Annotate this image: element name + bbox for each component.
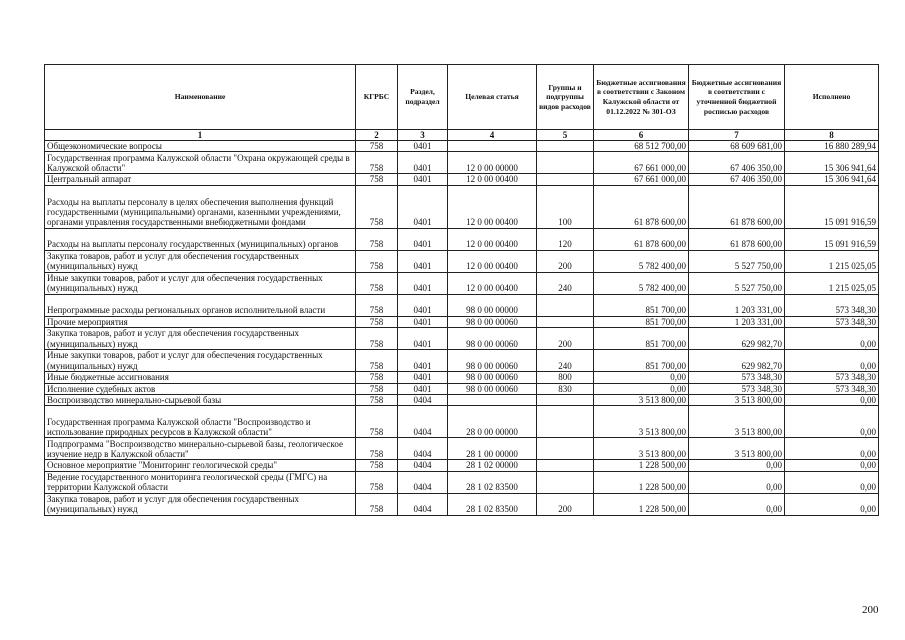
row-section: 0401 (398, 228, 448, 250)
row-expense-group: 100 (537, 185, 594, 228)
table-row (45, 228, 879, 250)
row-target-article: 98 0 00 00060 (448, 316, 537, 327)
row-name: Воспроизводство минерально-сырьевой базы (45, 395, 356, 406)
row-executed: 0,00 (785, 493, 879, 515)
row-expense-group: 830 (537, 383, 594, 394)
row-refined-allocation: 61 878 600,00 (689, 228, 785, 250)
row-expense-group (537, 152, 594, 174)
row-target-article: 28 1 02 00000 (448, 460, 537, 471)
row-target-article (448, 141, 537, 152)
row-executed: 573 348,30 (785, 372, 879, 383)
row-executed: 15 306 941,64 (785, 152, 879, 174)
column-number: 4 (448, 130, 537, 141)
row-kgrbs: 758 (356, 250, 398, 272)
row-refined-allocation: 1 203 331,00 (689, 294, 785, 316)
row-refined-allocation: 0,00 (689, 460, 785, 471)
row-executed: 573 348,30 (785, 316, 879, 327)
row-name: Основное мероприятие "Мониторинг геологической среды" (45, 460, 356, 471)
table-row (45, 350, 879, 372)
row-section: 0401 (398, 383, 448, 394)
row-law-allocation: 851 700,00 (594, 316, 689, 327)
row-law-allocation: 851 700,00 (594, 328, 689, 350)
row-expense-group (537, 294, 594, 316)
row-name: Расходы на выплаты персоналу в целях обеспечения выполнения функций государственными (муниципальными) органами, казенными учреждениями, органами управления государственными внебюджетными фондами (45, 185, 356, 228)
row-law-allocation: 67 661 000,00 (594, 174, 689, 185)
table-row (45, 174, 879, 185)
row-kgrbs: 758 (356, 471, 398, 493)
row-executed: 0,00 (785, 350, 879, 372)
row-refined-allocation: 1 203 331,00 (689, 316, 785, 327)
row-section: 0404 (398, 395, 448, 406)
row-name: Закупка товаров, работ и услуг для обеспечения государственных (муниципальных) нужд (45, 328, 356, 350)
row-law-allocation: 0,00 (594, 383, 689, 394)
row-expense-group: 800 (537, 372, 594, 383)
row-refined-allocation: 573 348,30 (689, 383, 785, 394)
column-number: 7 (689, 130, 785, 141)
table-row (45, 438, 879, 460)
row-target-article: 98 0 00 00000 (448, 294, 537, 316)
table-row (45, 250, 879, 272)
row-kgrbs: 758 (356, 438, 398, 460)
row-target-article: 12 0 00 00400 (448, 174, 537, 185)
row-law-allocation: 851 700,00 (594, 294, 689, 316)
row-expense-group (537, 141, 594, 152)
row-target-article: 98 0 00 00060 (448, 328, 537, 350)
column-number: 5 (537, 130, 594, 141)
row-refined-allocation: 3 513 800,00 (689, 406, 785, 438)
row-section: 0401 (398, 328, 448, 350)
row-section: 0401 (398, 174, 448, 185)
row-law-allocation: 1 228 500,00 (594, 471, 689, 493)
column-number: 8 (785, 130, 879, 141)
row-target-article: 12 0 00 00400 (448, 185, 537, 228)
row-executed: 16 880 289,94 (785, 141, 879, 152)
row-section: 0401 (398, 350, 448, 372)
row-refined-allocation: 61 878 600,00 (689, 185, 785, 228)
row-section: 0401 (398, 294, 448, 316)
row-name: Иные закупки товаров, работ и услуг для обеспечения государственных (муниципальных) нужд (45, 272, 356, 294)
row-expense-group (537, 438, 594, 460)
row-target-article (448, 395, 537, 406)
row-name: Ведение государственного мониторинга геологической среды (ГМГС) на территории Калужской области (45, 471, 356, 493)
table-row (45, 328, 879, 350)
row-executed: 0,00 (785, 438, 879, 460)
table-row (45, 493, 879, 515)
row-name: Подпрограмма "Воспроизводство минерально-сырьевой базы, геологическое изучение недр в Калужской области" (45, 438, 356, 460)
row-law-allocation: 1 228 500,00 (594, 493, 689, 515)
row-kgrbs: 758 (356, 328, 398, 350)
row-law-allocation: 3 513 800,00 (594, 406, 689, 438)
table-row (45, 395, 879, 406)
page-number: 200 (862, 604, 879, 616)
row-expense-group (537, 174, 594, 185)
row-expense-group: 120 (537, 228, 594, 250)
row-section: 0401 (398, 316, 448, 327)
row-refined-allocation: 629 982,70 (689, 350, 785, 372)
row-executed: 0,00 (785, 471, 879, 493)
row-kgrbs: 758 (356, 493, 398, 515)
row-name: Иные бюджетные ассигнования (45, 372, 356, 383)
row-name: Закупка товаров, работ и услуг для обеспечения государственных (муниципальных) нужд (45, 493, 356, 515)
table-row (45, 185, 879, 228)
row-section: 0404 (398, 406, 448, 438)
row-law-allocation: 0,00 (594, 372, 689, 383)
table-row (45, 383, 879, 394)
row-section: 0404 (398, 471, 448, 493)
row-executed: 573 348,30 (785, 383, 879, 394)
row-section: 0401 (398, 372, 448, 383)
row-target-article: 98 0 00 00060 (448, 372, 537, 383)
header-kgrbs: КГРБС (356, 65, 398, 130)
row-target-article: 12 0 00 00400 (448, 228, 537, 250)
row-expense-group (537, 460, 594, 471)
row-refined-allocation: 67 406 350,00 (689, 174, 785, 185)
row-section: 0401 (398, 272, 448, 294)
budget-table (44, 64, 879, 516)
table-header-row (45, 65, 879, 130)
row-name: Иные закупки товаров, работ и услуг для обеспечения государственных (муниципальных) нужд (45, 350, 356, 372)
row-refined-allocation: 0,00 (689, 493, 785, 515)
row-refined-allocation: 5 527 750,00 (689, 272, 785, 294)
row-kgrbs: 758 (356, 460, 398, 471)
row-refined-allocation: 0,00 (689, 471, 785, 493)
row-law-allocation: 5 782 400,00 (594, 250, 689, 272)
row-kgrbs: 758 (356, 395, 398, 406)
row-target-article: 28 1 02 83500 (448, 493, 537, 515)
row-target-article: 28 1 02 83500 (448, 471, 537, 493)
row-executed: 0,00 (785, 328, 879, 350)
row-kgrbs: 758 (356, 383, 398, 394)
budget-table-sheet (44, 64, 878, 516)
row-refined-allocation: 68 609 681,00 (689, 141, 785, 152)
row-name: Государственная программа Калужской области "Охрана окружающей среды в Калужской области" (45, 152, 356, 174)
row-law-allocation: 68 512 700,00 (594, 141, 689, 152)
table-row (45, 471, 879, 493)
header-section: Раздел, подраздел (398, 65, 448, 130)
row-section: 0404 (398, 460, 448, 471)
row-kgrbs: 758 (356, 228, 398, 250)
row-target-article: 28 1 00 00000 (448, 438, 537, 460)
row-law-allocation: 1 228 500,00 (594, 460, 689, 471)
row-kgrbs: 758 (356, 294, 398, 316)
row-law-allocation: 3 513 800,00 (594, 438, 689, 460)
row-section: 0404 (398, 438, 448, 460)
row-kgrbs: 758 (356, 272, 398, 294)
row-name: Расходы на выплаты персоналу государственных (муниципальных) органов (45, 228, 356, 250)
row-refined-allocation: 67 406 350,00 (689, 152, 785, 174)
column-number: 3 (398, 130, 448, 141)
row-expense-group (537, 395, 594, 406)
row-law-allocation: 61 878 600,00 (594, 185, 689, 228)
header-name: Наименование (45, 65, 356, 130)
row-target-article: 12 0 00 00400 (448, 272, 537, 294)
table-row (45, 272, 879, 294)
row-executed: 1 215 025,05 (785, 272, 879, 294)
row-name: Непрограммные расходы региональных органов исполнительной власти (45, 294, 356, 316)
row-target-article: 98 0 00 00060 (448, 383, 537, 394)
row-law-allocation: 3 513 800,00 (594, 395, 689, 406)
row-name: Общеэкономические вопросы (45, 141, 356, 152)
row-name: Центральный аппарат (45, 174, 356, 185)
row-executed: 15 091 916,59 (785, 185, 879, 228)
row-executed: 0,00 (785, 406, 879, 438)
row-name: Прочие мероприятия (45, 316, 356, 327)
row-law-allocation: 67 661 000,00 (594, 152, 689, 174)
header-target-article: Целевая статья (448, 65, 537, 130)
row-refined-allocation: 3 513 800,00 (689, 438, 785, 460)
row-executed: 1 215 025,05 (785, 250, 879, 272)
row-kgrbs: 758 (356, 185, 398, 228)
row-section: 0401 (398, 250, 448, 272)
row-target-article: 98 0 00 00060 (448, 350, 537, 372)
table-row (45, 152, 879, 174)
row-expense-group: 200 (537, 250, 594, 272)
row-kgrbs: 758 (356, 141, 398, 152)
row-target-article: 12 0 00 00400 (448, 250, 537, 272)
row-executed: 0,00 (785, 395, 879, 406)
row-kgrbs: 758 (356, 316, 398, 327)
row-section: 0404 (398, 493, 448, 515)
row-kgrbs: 758 (356, 406, 398, 438)
row-expense-group: 200 (537, 328, 594, 350)
row-kgrbs: 758 (356, 174, 398, 185)
row-name: Исполнение судебных актов (45, 383, 356, 394)
header-law-allocation: Бюджетные ассигнования в соответствии с Законом Калужской области от 01.12.2022 № 301-ОЗ (594, 65, 689, 130)
table-row (45, 372, 879, 383)
column-number: 6 (594, 130, 689, 141)
row-kgrbs: 758 (356, 372, 398, 383)
table-row (45, 460, 879, 471)
row-section: 0401 (398, 152, 448, 174)
row-expense-group (537, 471, 594, 493)
header-refined-allocation: Бюджетные ассигнования в соответствии с уточненной бюджетной росписью расходов (689, 65, 785, 130)
row-refined-allocation: 629 982,70 (689, 328, 785, 350)
row-kgrbs: 758 (356, 152, 398, 174)
row-name: Государственная программа Калужской области "Воспроизводство и использование природных ресурсов в Калужской области" (45, 406, 356, 438)
header-executed: Исполнено (785, 65, 879, 130)
row-law-allocation: 5 782 400,00 (594, 272, 689, 294)
table-row (45, 316, 879, 327)
row-expense-group: 240 (537, 350, 594, 372)
row-kgrbs: 758 (356, 350, 398, 372)
row-expense-group (537, 316, 594, 327)
header-expense-group: Группы и подгруппы видов расходов (537, 65, 594, 130)
column-number: 2 (356, 130, 398, 141)
column-number: 1 (45, 130, 356, 141)
row-target-article: 28 0 00 00000 (448, 406, 537, 438)
table-row (45, 406, 879, 438)
row-target-article: 12 0 00 00000 (448, 152, 537, 174)
row-law-allocation: 61 878 600,00 (594, 228, 689, 250)
row-executed: 15 306 941,64 (785, 174, 879, 185)
row-section: 0401 (398, 141, 448, 152)
row-refined-allocation: 5 527 750,00 (689, 250, 785, 272)
column-numbers-row (45, 130, 879, 141)
row-expense-group: 240 (537, 272, 594, 294)
row-executed: 15 091 916,59 (785, 228, 879, 250)
row-executed: 573 348,30 (785, 294, 879, 316)
row-expense-group: 200 (537, 493, 594, 515)
row-refined-allocation: 573 348,30 (689, 372, 785, 383)
row-name: Закупка товаров, работ и услуг для обеспечения государственных (муниципальных) нужд (45, 250, 356, 272)
row-executed: 0,00 (785, 460, 879, 471)
row-refined-allocation: 3 513 800,00 (689, 395, 785, 406)
row-section: 0401 (398, 185, 448, 228)
row-law-allocation: 851 700,00 (594, 350, 689, 372)
table-row (45, 294, 879, 316)
row-expense-group (537, 406, 594, 438)
table-row (45, 141, 879, 152)
